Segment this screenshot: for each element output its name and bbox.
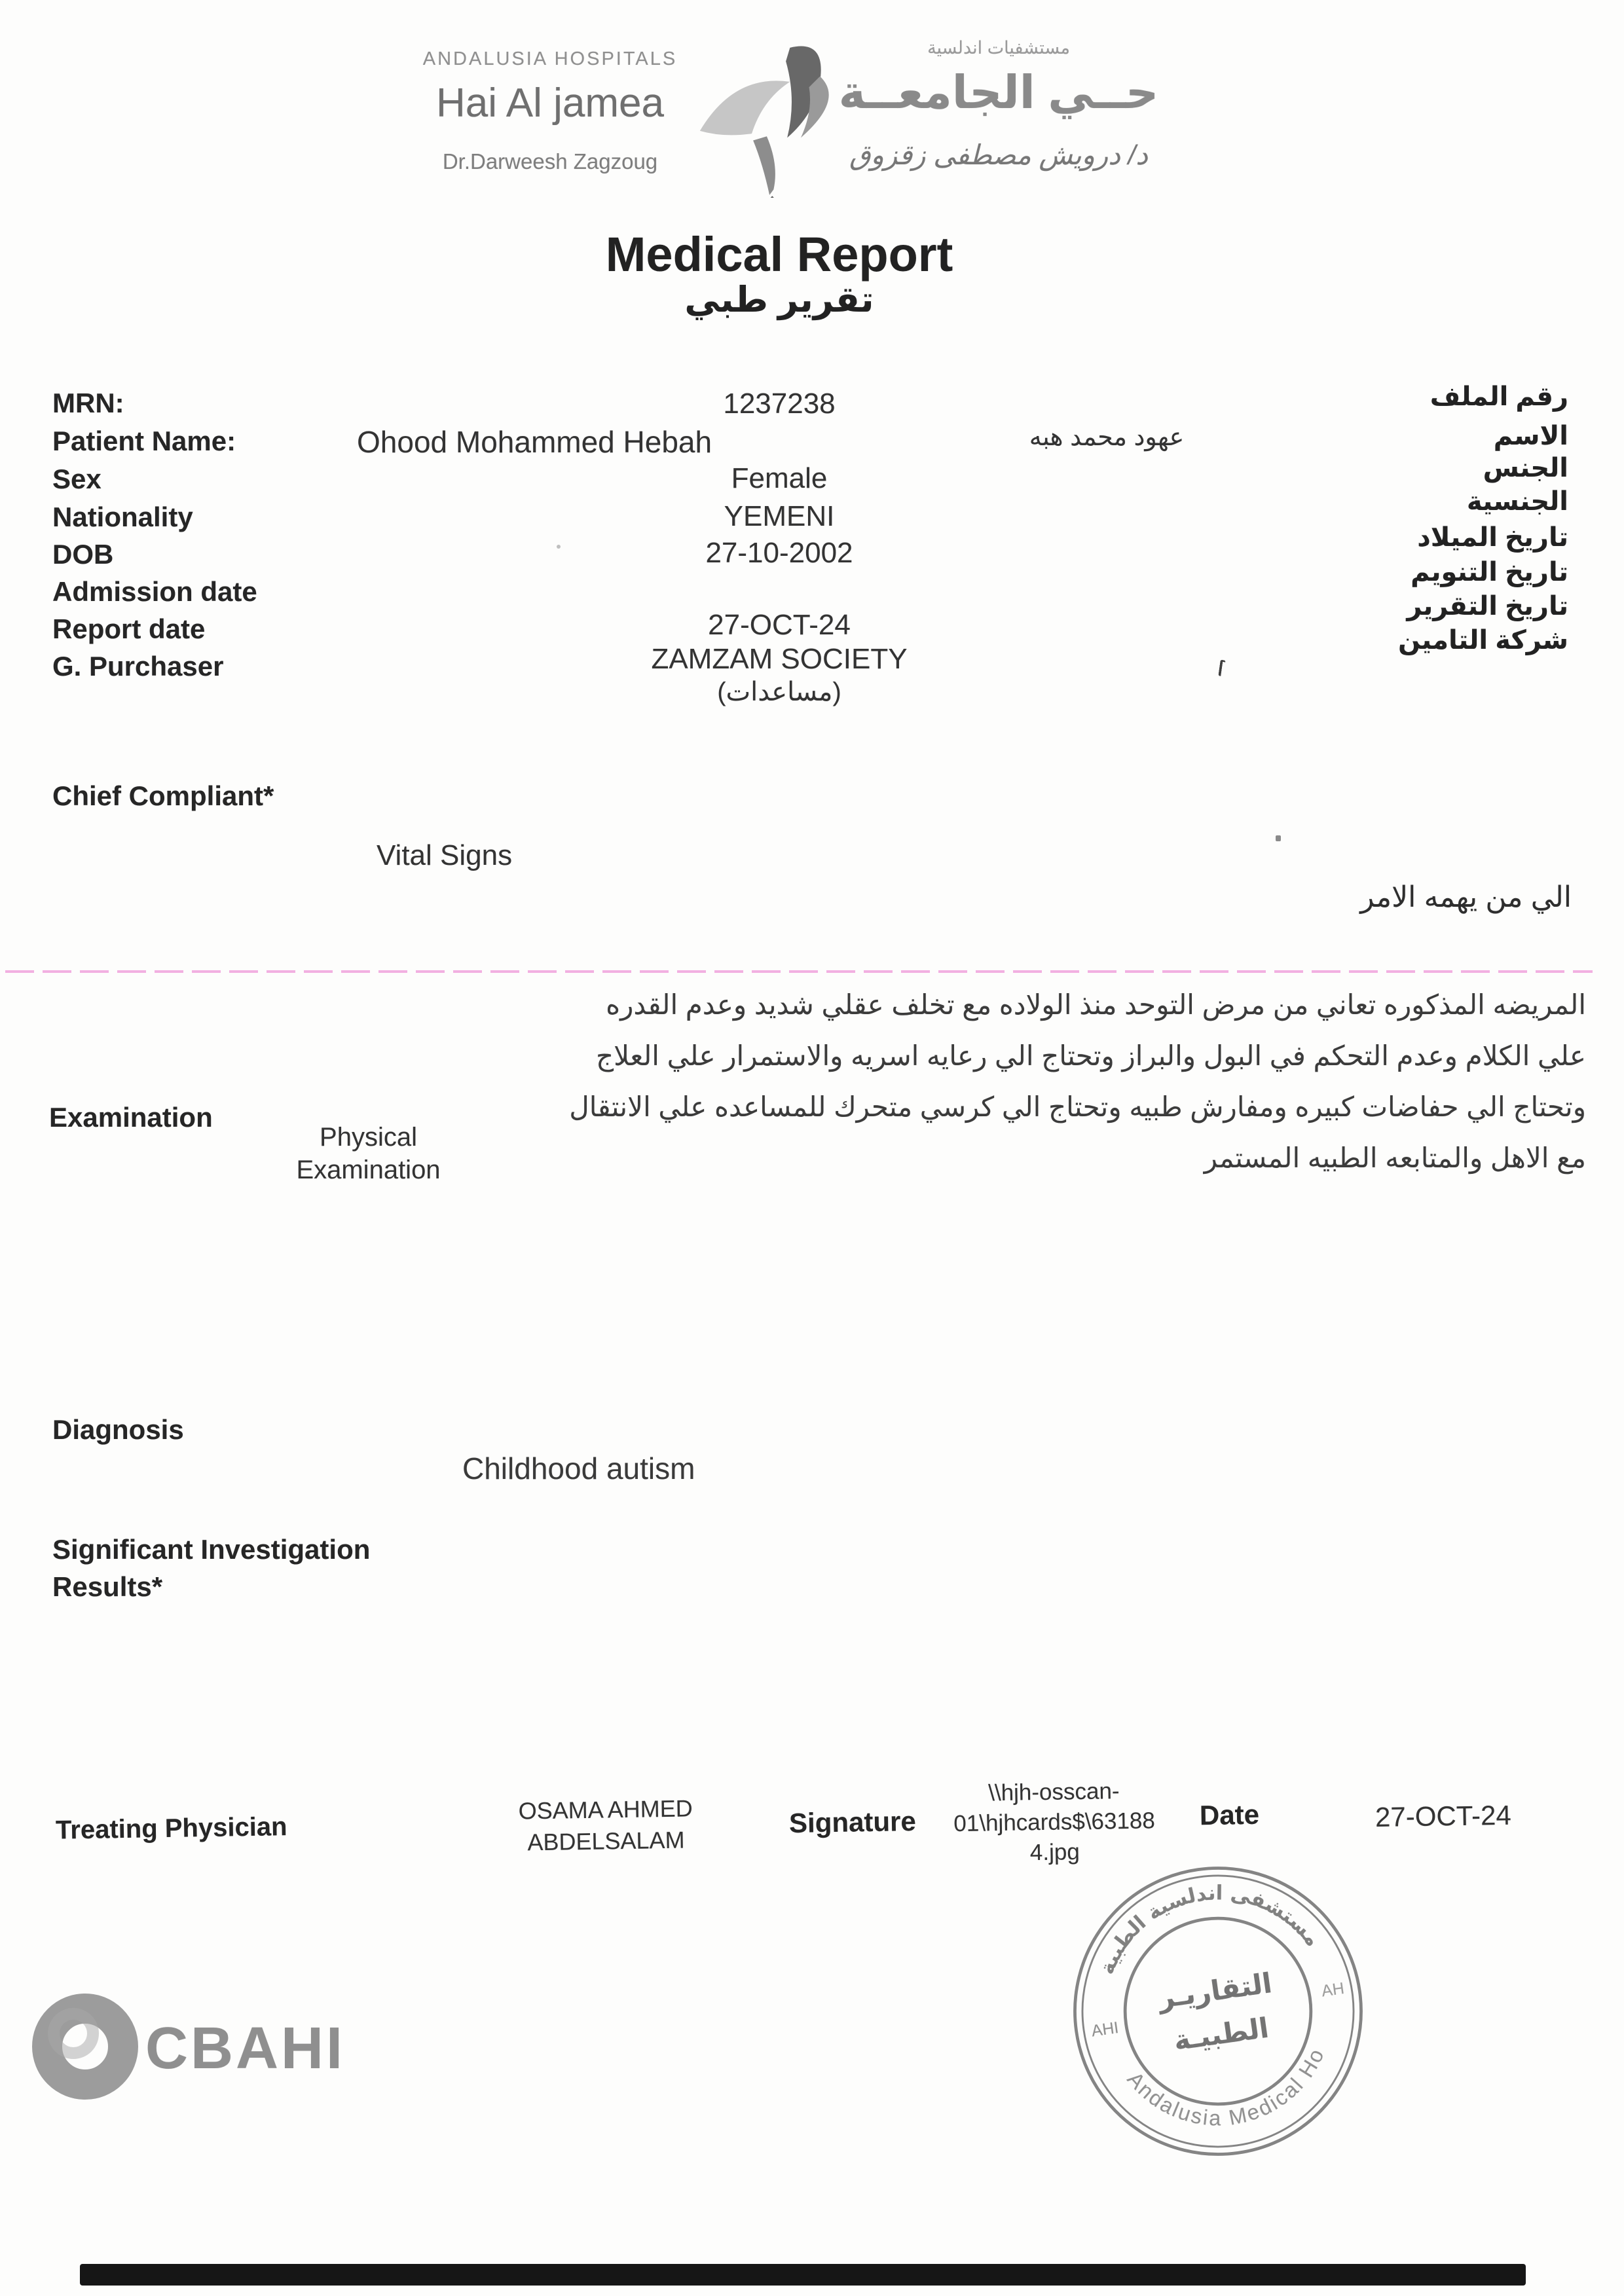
- signature-file-path: [929, 1776, 1179, 1870]
- diagnosis-value: Childhood autism: [462, 1451, 695, 1485]
- signature-path-line2: 01\hjhcards$\63188: [953, 1808, 1156, 1837]
- hospital-group-name: ANDALUSIA HOSPITALS: [422, 48, 678, 69]
- purchaser-value-arabic: (مساعدات): [717, 678, 841, 706]
- scan-speck: [557, 545, 561, 549]
- hospital-name: Hai Al jamea: [435, 81, 665, 126]
- exam-paragraph-line: مع الاهل والمتابعه الطبيه المستمر: [1204, 1142, 1586, 1173]
- scan-speck: [1218, 660, 1225, 677]
- physician-name-line1: OSAMA AHMED: [518, 1795, 693, 1825]
- pink-dashed-divider: [5, 970, 1593, 973]
- significant-investigation-line1: Significant Investigation: [52, 1534, 371, 1565]
- patient-name-value: Ohood Mohammed Hebah: [357, 425, 712, 459]
- cbahi-wordmark: CBAHI: [145, 2016, 345, 2081]
- exam-paragraph-line: وتحتاج الي حفاضات كبيره ومفارش طبيه وتحتاج الي كرسي متحرك للمساعده علي الانتقال: [569, 1091, 1586, 1122]
- date-label: Date: [1199, 1798, 1260, 1831]
- name-label-arabic: الاسم: [1493, 422, 1568, 450]
- admission-date-label: Admission date: [52, 576, 257, 607]
- scan-speck: [1276, 835, 1281, 841]
- stamp-center-arabic-line1: التقاريـر: [1156, 1967, 1274, 2014]
- patient-name-label: Patient Name:: [52, 426, 236, 456]
- stamp-side-right-text: AH: [1320, 1978, 1346, 2001]
- report-title: Medical Report: [605, 227, 953, 282]
- patient-name-value-arabic: عهود محمد هبه: [1029, 424, 1185, 451]
- hospital-doctor-name: Dr.Darweesh Zagzoug: [442, 149, 658, 173]
- examination-value-line2: Examination: [296, 1156, 441, 1184]
- hospital-round-stamp: [1067, 1861, 1369, 2162]
- physician-name: [497, 1793, 714, 1859]
- date-value: 27-OCT-24: [1375, 1799, 1512, 1833]
- mrn-label-arabic: رقم الملف: [1430, 382, 1568, 411]
- svg-text:مستشفى اندلسية الطبية: [1086, 1867, 1325, 1980]
- sex-label-arabic: الجنس: [1483, 454, 1568, 483]
- to-whom-it-may-concern-arabic: الي من يهمه الامر: [1360, 881, 1572, 913]
- signature-path-line1: \\hjh-osscan-: [987, 1778, 1120, 1806]
- stamp-center-arabic-line2: الطبيـة: [1172, 2012, 1271, 2056]
- dob-label-arabic: تاريخ الميلاد: [1417, 523, 1568, 552]
- report-date-label-arabic: تاريخ التقرير: [1407, 592, 1568, 621]
- report-date-value: 27-OCT-24: [708, 609, 851, 641]
- mrn-value: 1237238: [723, 388, 836, 420]
- report-title-arabic: تقرير طبي: [684, 280, 874, 319]
- report-date-label: Report date: [52, 613, 206, 644]
- signature-label: Signature: [788, 1806, 917, 1839]
- andalusia-flower-logo-icon: [686, 34, 850, 198]
- nationality-label: Nationality: [52, 501, 193, 532]
- stamp-arc-top-arabic: مستشفى اندلسية الطبية: [1095, 1882, 1325, 1978]
- stamp-side-left-text: AHI: [1090, 2018, 1120, 2041]
- admission-date-label-arabic: تاريخ التنويم: [1411, 558, 1568, 587]
- dob-value: 27-10-2002: [705, 537, 853, 569]
- treating-physician-label: Treating Physician: [55, 1812, 287, 1845]
- purchaser-label: G. Purchaser: [52, 651, 224, 682]
- significant-investigation-label: [52, 1531, 370, 1605]
- hospital-group-name-arabic: مستشفيات اندلسية: [927, 38, 1070, 58]
- purchaser-value: ZAMZAM SOCIETY: [651, 643, 908, 675]
- mrn-label: MRN:: [52, 388, 124, 418]
- examination-value-line1: Physical: [320, 1123, 417, 1152]
- cbahi-ring-icon: [28, 1988, 145, 2105]
- svg-text:Andalusia Medical Ho: [1121, 2041, 1338, 2144]
- scanner-black-strip: [80, 2264, 1526, 2286]
- insurance-label-arabic: شركة التامين: [1397, 626, 1568, 655]
- sex-value: Female: [731, 462, 828, 494]
- dob-label: DOB: [52, 539, 114, 570]
- hospital-name-arabic: حــي الجامعــة: [838, 67, 1159, 118]
- physician-name-line2: ABDELSALAM: [527, 1826, 685, 1856]
- significant-investigation-line2: Results*: [52, 1571, 163, 1602]
- examination-label: Examination: [49, 1102, 213, 1133]
- sex-label: Sex: [52, 464, 101, 494]
- signature-path-line3: 4.jpg: [1029, 1839, 1080, 1866]
- diagnosis-label: Diagnosis: [52, 1414, 184, 1445]
- chief-complaint-label: Chief Compliant*: [52, 780, 274, 811]
- examination-paragraph-arabic: [569, 979, 1586, 1184]
- exam-paragraph-line: علي الكلام وعدم التحكم في البول والبراز وتحتاج الي رعايه اسريه والاستمرار علي العلاج: [596, 1040, 1586, 1071]
- examination-value: [275, 1121, 462, 1186]
- exam-paragraph-line: المريضه المذكوره تعاني من مرض التوحد منذ الولاده مع تخلف عقلي شديد وعدم القدره: [606, 989, 1586, 1020]
- nationality-value: YEMENI: [724, 500, 835, 532]
- physician-signature-row: [0, 1742, 1624, 1886]
- chief-complaint-value: Vital Signs: [377, 839, 513, 871]
- stamp-arc-bottom-english: Andalusia Medical Ho: [1122, 2044, 1329, 2130]
- nationality-label-arabic: الجنسية: [1466, 487, 1568, 516]
- doctor-name-arabic-script: د/ درويش مصطفى زقزوق: [849, 139, 1148, 170]
